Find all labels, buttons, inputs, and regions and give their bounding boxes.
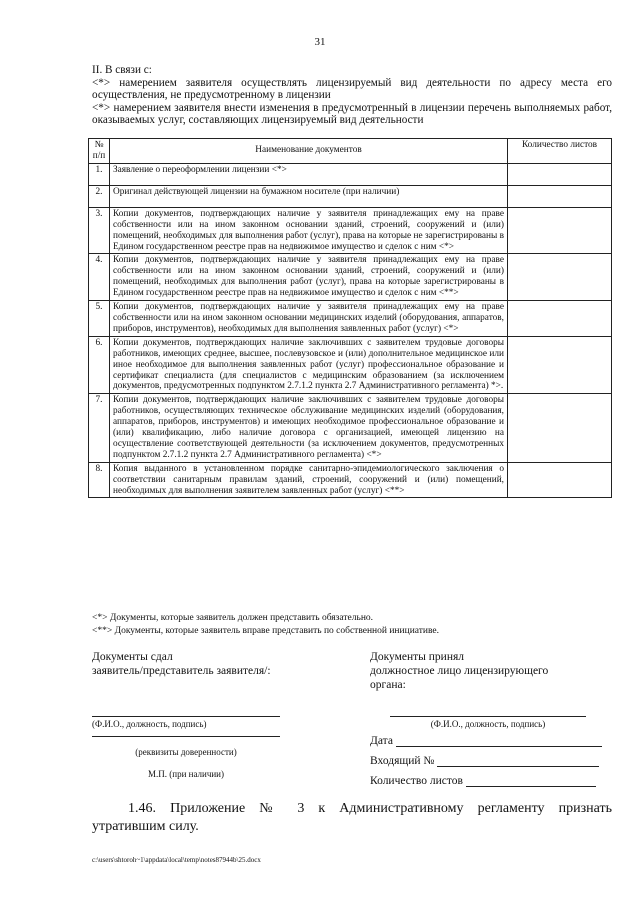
- receiver-title-2: должностное лицо лицензирующего: [370, 665, 549, 677]
- intro-item-2: <*> намерением заявителя внести изменения в предусмотренный в лицензии перечень выполняемых работ, оказываемых услуг, составляющих лицензируемый вид деятельности: [92, 101, 612, 127]
- incoming-field: [370, 754, 599, 767]
- final-line-1: 1.46. Приложение № 3 к Административному регламенту признать: [128, 801, 612, 816]
- row-count: [508, 185, 612, 207]
- header-num: № п/п: [89, 139, 110, 164]
- date-field: [370, 734, 602, 747]
- receiver-fio-caption: (Ф.И.О., должность, подпись): [430, 719, 546, 729]
- sheets-field: [370, 774, 596, 787]
- row-num: 1.: [89, 163, 110, 185]
- row-text: Копии документов, подтверждающих наличие заключивших с заявителем трудовые договоры работников, осуществляющих техническое обслуживание медицинских изделий (оборудования, аппаратов, приборов, инструментов) и имеющих необходимое профессиональное образование и (или) квалификацию, либо наличие договора с организацией, имеющей лицензию на осуществление соответствующей деятельности (за исключением документов, предусмотренных подпунктом 2.7.1.2 пункта 2.7 Административного регламента) <*>: [110, 394, 508, 462]
- footnote-required: <*> Документы, которые заявитель должен представить обязательно.: [92, 613, 374, 623]
- table-row: [89, 336, 612, 394]
- sheets-label: Количество листов: [370, 775, 463, 787]
- row-num: 4.: [89, 254, 110, 301]
- row-count: [508, 394, 612, 462]
- row-count: [508, 301, 612, 337]
- submitter-title-1: Документы сдал: [92, 651, 173, 663]
- footnotes: [92, 612, 612, 638]
- table-row: [89, 185, 612, 207]
- row-num: 8.: [89, 462, 110, 498]
- row-count: [508, 254, 612, 301]
- final-line-2: утратившим силу.: [92, 819, 199, 834]
- receiver-title-3: органа:: [370, 679, 406, 691]
- file-path: c:\users\shtoroh~1\appdata\local\temp\notes87944b\25.docx: [92, 856, 261, 864]
- table-row: [89, 462, 612, 498]
- row-text: Заявление о переоформлении лицензии <*>: [110, 163, 508, 185]
- row-text: Копия выданного в установленном порядке санитарно-эпидемиологического заключения о соответствии санитарным правилам зданий, строений, сооружений и (или) помещений, необходимых для выполнения заявителем заявленных работ (услуг) <**>: [110, 462, 508, 498]
- row-count: [508, 207, 612, 254]
- sheets-line: [466, 774, 596, 787]
- row-text: Копии документов, подтверждающих наличие у заявителя принадлежащих ему на праве собственности или на ином законном основании медицинских изделий (оборудования, аппаратов, приборов, инструментов), необходимых для выполнения заявленных работ (услуг) <*>: [110, 301, 508, 337]
- header-count: Количество листов: [508, 139, 612, 164]
- row-num: 2.: [89, 185, 110, 207]
- footnote-optional: <**> Документы, которые заявитель вправе представить по собственной инициативе.: [92, 626, 440, 636]
- intro-item-1: <*> намерением заявителя осуществлять лицензируемый вид деятельности по адресу места его осуществления, не предусмотренному в лицензии: [92, 76, 612, 102]
- row-num: 5.: [89, 301, 110, 337]
- row-count: [508, 462, 612, 498]
- row-num: 7.: [89, 394, 110, 462]
- submitter-fio-caption: (Ф.И.О., должность, подпись): [92, 719, 207, 729]
- page-number: 31: [314, 36, 326, 48]
- date-line: [396, 734, 602, 747]
- submitter-proxy-line: [92, 736, 280, 737]
- row-text: Копии документов, подтверждающих наличие у заявителя принадлежащих ему на праве собственности или на ином законном основании зданий, строений, сооружений и (или) помещений, необходимых для выполнения работ (услуг), права на которые зарегистрированы в Едином государственном реестре прав на недвижимое имущество и сделок с ним <**>: [110, 254, 508, 301]
- table-row: [89, 207, 612, 254]
- table-header-row: [89, 139, 612, 164]
- header-name: Наименование документов: [110, 139, 508, 164]
- row-count: [508, 336, 612, 394]
- receiver-signature-block: [370, 650, 620, 731]
- row-text: Копии документов, подтверждающих наличие заключивших с заявителем трудовые договоры работников, имеющих среднее, высшее, послевузовское и (или) дополнительное медицинское или иное необходимое для выполнения заявленных работ (услуг) профессиональное образование и сертификат специалиста (для специалистов с медицинским образованием (за исключением документов, предусмотренных подпунктом 2.7.1.2 пункта 2.7 Административного регламента) *>.: [110, 336, 508, 394]
- submitter-title-2: заявитель/представитель заявителя/:: [92, 665, 271, 677]
- submitter-signature-block: [92, 650, 302, 781]
- incoming-line: [437, 754, 599, 767]
- table-row: [89, 163, 612, 185]
- intro-heading: II. В связи с:: [92, 64, 152, 76]
- intro-section: [92, 64, 612, 127]
- row-text: Копии документов, подтверждающих наличие у заявителя принадлежащих ему на праве собственности или на ином законном основании зданий, строений, сооружений и (или) помещений, необходимых для выполнения работ (услуг), права на которые не зарегистрированы в Едином государственном реестре прав на недвижимое имущество и сделок с ним <*>: [110, 207, 508, 254]
- submitter-proxy-caption: (реквизиты доверенности): [135, 747, 237, 757]
- documents-table: [88, 138, 612, 498]
- date-label: Дата: [370, 735, 393, 747]
- row-text: Оригинал действующей лицензии на бумажном носителе (при наличии): [110, 185, 508, 207]
- table-row: [89, 301, 612, 337]
- final-clause: [92, 800, 612, 836]
- stamp-caption: М.П. (при наличии): [148, 769, 224, 779]
- table-row: [89, 394, 612, 462]
- row-num: 6.: [89, 336, 110, 394]
- row-num: 3.: [89, 207, 110, 254]
- incoming-label: Входящий №: [370, 755, 435, 767]
- table-row: [89, 254, 612, 301]
- receiver-title-1: Документы принял: [370, 651, 465, 663]
- row-count: [508, 163, 612, 185]
